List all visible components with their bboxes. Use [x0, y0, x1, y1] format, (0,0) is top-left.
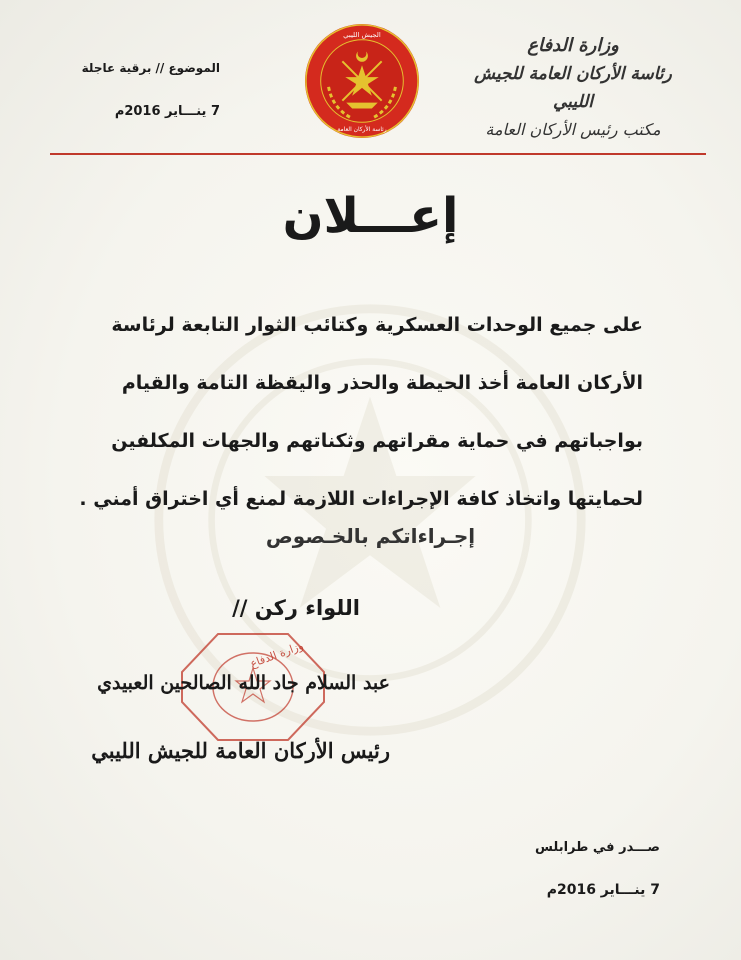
announcement-title: إعـــلان — [282, 188, 459, 244]
issued-date: 7 ينـــاير 2016م — [546, 882, 660, 898]
general-staff-name: رئاسة الأركان العامة للجيش الليبي — [474, 64, 672, 112]
closing-phrase: إجـراءاتكم بالخـصوص — [265, 524, 476, 548]
subject-block — [80, 58, 220, 122]
office-name: مكتب رئيس الأركان العامة — [485, 120, 661, 139]
emblem-bottom-text: رئاسة الأركان العامة — [337, 127, 387, 134]
header-divider — [50, 153, 706, 155]
body-line: لحمايتها واتخاذ كافة الإجراءات اللازمة لمنع أي اختراق أمني . — [79, 488, 643, 510]
signatory-rank: اللواء ركن // — [232, 596, 360, 620]
announcement-body — [79, 296, 643, 528]
ministry-name: وزارة الدفاع — [527, 35, 619, 56]
issued-location: صـــدر في طرابلس — [535, 840, 660, 855]
header-date: 7 ينـــاير 2016م — [114, 104, 220, 119]
army-emblem-logo — [303, 22, 421, 140]
body-line: على جميع الوحدات العسكرية وكتائب الثوار التابعة لرئاسة — [111, 314, 643, 336]
body-line: بواجباتهم في حماية مقراتهم وثكناتهم والجهات المكلفين — [111, 430, 643, 452]
signatory-name: عبد السلام جاد الله الصالحين العبيدي — [97, 672, 390, 694]
signatory-title: رئيس الأركان العامة للجيش الليبي — [91, 738, 390, 763]
body-line: الأركان العامة أخذ الحيطة والحذر واليقظة التامة والقيام — [121, 372, 643, 394]
subject-line: الموضوع // برقية عاجلة — [81, 61, 220, 75]
emblem-top-text: الجيش الليبي — [343, 30, 381, 39]
letterhead — [453, 32, 693, 144]
stamp-text: وزارة الدفاع — [248, 639, 306, 671]
